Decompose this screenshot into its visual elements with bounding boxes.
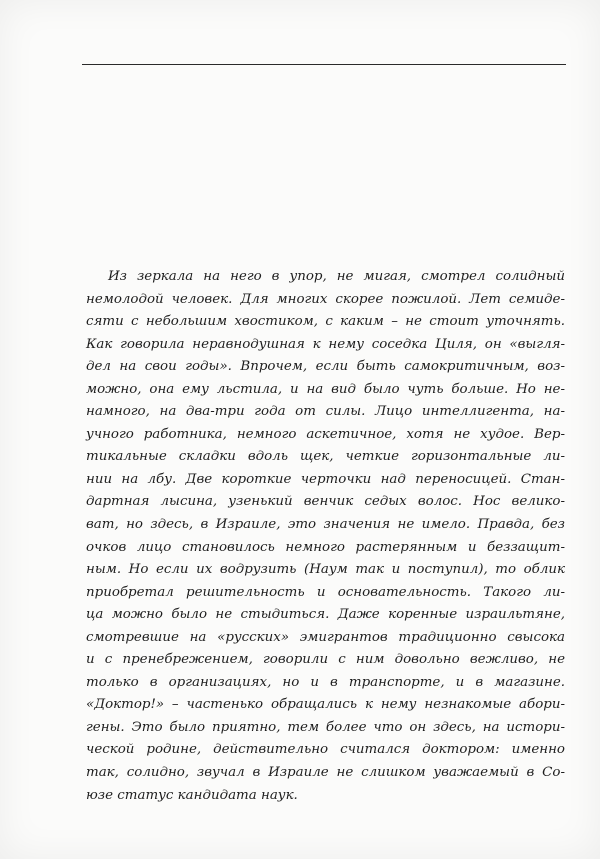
text-line: юзе статус кандидата наук. [86,787,298,803]
text-line: ца можно было не стыдиться. Даже коренные израильтяне, [86,607,565,623]
body-paragraph [86,266,565,807]
text-line: «Доктор!» – частенько обращались к нему незнакомые абори- [86,697,565,713]
text-line: дартная лысина, узенький венчик седых волос. Нос велико- [86,494,565,510]
text-line: тикальные складки вдоль щек, четкие горизонтальные ли- [86,449,565,465]
text-line: учного работника, немного аскетичное, хотя не худое. Вер- [86,426,565,442]
text-line: смотревшие на «русских» эмигрантов традиционно свысока [86,629,565,645]
text-line: нии на лбу. Две короткие черточки над переносицей. Стан- [86,471,565,487]
text-line: дел на свои годы». Впрочем, если быть самокритичным, воз- [86,359,565,375]
text-line: ческой родине, действительно считался доктором: именно [86,742,565,758]
text-line: ват, но здесь, в Израиле, это значения не имело. Правда, без [86,517,565,533]
header-rule [82,64,566,65]
text-line: сяти с небольшим хвостиком, с каким – не стоит уточнять. [86,314,565,330]
text-line: можно, она ему льстила, и на вид было чуть больше. Но не- [86,381,565,397]
text-line: немолодой человек. Для многих скорее пожилой. Лет семиде- [86,291,565,307]
text-line: гены. Это было приятно, тем более что он здесь, на истори- [86,719,565,735]
text-line: Как говорила неравнодушная к нему соседка Циля, он «выгля- [86,336,565,352]
text-line: очков лицо становилось немного растерянным и беззащит- [86,539,565,555]
text-line: так, солидно, звучал в Израиле не слишком уважаемый в Со- [86,765,565,781]
text-line: ным. Но если их водрузить (Наум так и поступил), то облик [86,562,565,578]
text-line: Из зеркала на него в упор, не мигая, смотрел солидный [108,269,565,284]
text-line: только в организациях, но и в транспорте, и в магазине. [86,674,565,690]
text-line: и с пренебрежением, говорили с ним довольно вежливо, не [86,652,565,668]
text-line: приобретал решительность и основательность. Такого ли- [86,584,565,600]
text-line: намного, на два-три года от силы. Лицо интеллигента, на- [86,404,565,420]
